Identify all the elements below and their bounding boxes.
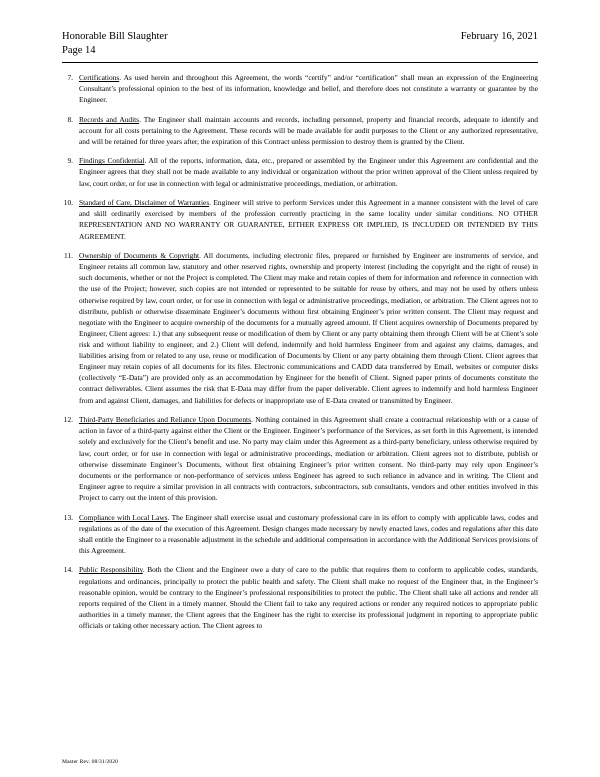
clause-text: . Both the Client and the Engineer owe a duty of care to the public that requires them to conform to applicable codes, standards, regulations and ordinances, principally to protect the public health and safety. The Client shall make no request of the Engineer that, in the Engineer’s reasonable opinion, would be contrary to the Engineer’s professional responsibilities to protect the public. The Client shall take all actions and render all reports required of the Client in a timely manner. Should the Client fail to take any required actions or render any required notices to appropriate public authorities in a timely manner, the Client agrees that the Engineer has the right to exercise its professional judgment in reporting to appropriate public officials or taking other necessary action. The Client agrees to: [79, 565, 538, 631]
header-right-block: [461, 30, 538, 44]
clause-body: [79, 564, 538, 631]
header-divider: [62, 62, 538, 63]
clause-text: . As used herein and throughout this Agreement, the words “certify” and/or “certification” shall mean an expression of the Engineering Consultant’s professional opinion to the best of its information, knowledge and belief, and therefore does not constitute a warranty or guarantee by the Engineer.: [79, 72, 538, 104]
clause-item: [62, 512, 538, 556]
clause-body: [79, 72, 538, 105]
document-header: [62, 30, 538, 58]
document-date: February 16, 2021: [460, 31, 538, 42]
clause-number: 8.: [67, 114, 73, 124]
clause-text: . All of the reports, information, data, etc., prepared or assembled by the Engineer under this Agreement are confidential and the Engineer agrees that they shall not be made available to any individual or organization without the prior written approval of the Client unless required by law, court order, or for use in connection with legal or administrative proceedings, mediation, or arbitration.: [79, 156, 539, 188]
clause-number: 13.: [63, 512, 73, 522]
clause-title: Third-Party Beneficiaries and Reliance Upon Documents: [79, 415, 251, 425]
clause-number: 11.: [64, 251, 73, 261]
clause-body: [79, 114, 538, 147]
clause-title: Compliance with Local Laws: [79, 512, 168, 522]
page-number-label: Page 14: [62, 44, 96, 56]
clause-number: 12.: [63, 415, 73, 425]
clause-item: [62, 414, 538, 503]
clause-item: [62, 72, 538, 105]
clause-title: Public Responsibility: [79, 565, 143, 575]
clause-text: . The Engineer shall exercise usual and customary professional care in its effort to comply with applicable laws, codes and regulations as of the date of the execution of this Agreement. Design changes made necessary by newly enacted laws, codes and regulations after this date shall entitle the Engineer to a reasonable adjustment in the schedule and additional compensation in accordance with the Additional Services provisions of this Agreement.: [79, 512, 538, 555]
clause-body: [79, 414, 538, 503]
clause-text: . The Engineer shall maintain accounts and records, including personnel, property and financial records, adequate to identify and account for all costs pertaining to the Agreement. These records will be made available for audit purposes to the Client or any authorized representative, and will be retained for three years after, the expiration of this Contract unless permission to destroy them is granted by the Client.: [79, 114, 539, 146]
recipient-name: Honorable Bill Slaughter: [62, 31, 168, 42]
clause-body: [79, 197, 538, 241]
clause-title: Findings Confidential: [79, 156, 145, 166]
clause-number: 10.: [63, 198, 73, 208]
footer-revision-label: Master Rev. 08/31/2020: [62, 759, 119, 765]
clause-number: 9.: [67, 156, 73, 166]
clause-list: [62, 72, 538, 631]
clause-item: [62, 197, 538, 241]
clause-title: Ownership of Documents & Copyright: [79, 251, 200, 261]
clause-text: . Nothing contained in this Agreement shall create a contractual relationship with or a cause of action in favor of a third-party against either the Client or the Engineer. Engineer’s performance of the Services, as set forth in this Agreement, is intended solely and exclusively for the Client’s benefit and use. No party may claim under this Agreement as a third-party beneficiary, unless otherwise required by law, court order, or for use in connection with legal or administrative proceedings, mediation or arbitration. Client agrees not to distribute, publish or otherwise disseminate Engineer’s Documents, without first obtaining Engineer’s prior written consent. No third-party may rely upon Engineer’s documents or the performance or non-performance of services unless Engineer has agreed to such reliance in advance and in writing. The Client and Engineer agree to require a similar provision in all contracts with contractors, subcontractors, sub consultants, vendors and other entities involved in this Project to carry out the intent of this provision.: [79, 415, 538, 502]
clause-number: 7.: [67, 72, 73, 82]
clause-title: Certifications: [79, 72, 120, 82]
clause-item: [62, 114, 538, 147]
clause-number: 14.: [63, 565, 73, 575]
clause-title: Records and Audits: [79, 114, 140, 124]
clause-item: [62, 155, 538, 188]
clause-text: . Engineer will strive to perform Services under this Agreement in a manner consistent with the level of care and skill ordinarily exercised by members of the profession currently practicing in the same locality under similar conditions. NO OTHER REPRESENTATION AND NO WARRANTY OR GUARANTEE, EITHER EXPRESS OR IMPLIED, IS INCLUDED OR INTENDED BY THIS AGREEMENT.: [79, 198, 538, 241]
clause-title: Standard of Care, Disclaimer of Warranties: [79, 198, 210, 208]
header-left-block: [62, 30, 168, 58]
clause-item: [62, 250, 538, 406]
clause-item: [62, 564, 538, 631]
clause-body: [79, 250, 538, 406]
clause-body: [79, 512, 538, 556]
clause-text: . All documents, including electronic files, prepared or furnished by Engineer are instruments of service, and Engineer retains all common law, statutory and other reserved rights, ownership and property interest (including the copyright and the right of reuse) in such documents, whether or not the Project is completed. The Client may make and retain copies of them for information and reference in connection with the use of the Project; however, such copies are not intended or represented to be suitable for reuse by others, and may not be used by others unless otherwise required by law, court order, or for use in connection with legal or administrative proceedings, mediation, or arbitration. The Client agrees not to distribute, publish or otherwise disseminate Engineer’s documents without first obtaining Engineer’s prior written consent. The Client may request and negotiate with the Engineer to acquire ownership of the documents for a mutually agreed amount. If Client acquires ownership of Documents prepared by Engineer, Client agrees: 1.) that any subsequent reuse or modification of them by Client or any party obtaining them through Client will be at Client’s sole risk and without liability to engineer, and 2.) Client will defend, indemnify and hold harmless Engineer from and against any claims, damages, and liabilities arising from or related to any use, reuse or modification of Documents by Client or any party obtaining them through Client. Client agrees that Engineer may retain copies of all documents for its files. Electronic communications and CADD data transferred by Email, websites or computer disks (collectively “E-Data”) are provided only as an accommodation by Engineer for the benefit of Client. Signed paper prints of documents constitute the contract deliverables. Client assumes the risk that E-Data may differ from the paper deliverable. Client agrees to indemnify and hold harmless Engineer from and against Client, damages, and liabilities for defects or inappropriate use of E-Data created or transmitted by Engineer.: [79, 251, 538, 405]
clause-body: [79, 155, 538, 188]
